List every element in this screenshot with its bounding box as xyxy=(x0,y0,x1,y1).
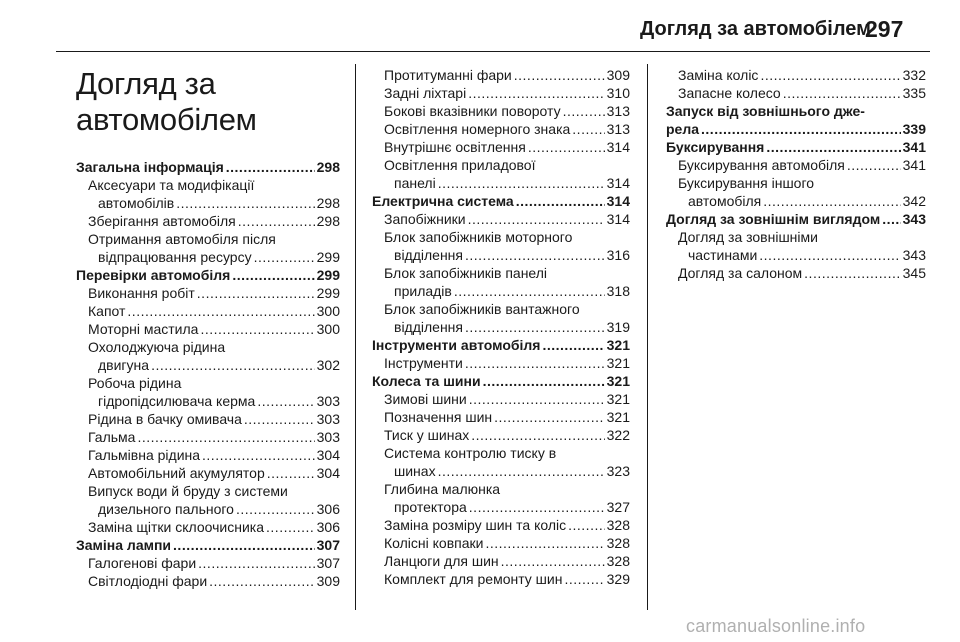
toc-entry-title: Догляд за зовнішніми xyxy=(678,229,818,245)
toc-row xyxy=(384,102,630,120)
dot-leader xyxy=(266,518,315,536)
toc-entry[interactable] xyxy=(76,572,340,590)
toc-section-entry[interactable] xyxy=(666,102,926,138)
toc-entry-title: Рідина в бачку омивача xyxy=(88,411,242,427)
toc-entry-page: 345 xyxy=(902,265,926,281)
toc-row xyxy=(88,464,340,482)
toc-entry-page: 339 xyxy=(902,121,926,137)
toc-entry-page: 321 xyxy=(606,409,630,425)
toc-entry-title: рела xyxy=(666,121,700,137)
column-divider xyxy=(355,64,356,610)
toc-row xyxy=(76,536,340,554)
toc-row xyxy=(88,428,340,446)
toc-entry-title: Запуск від зовнішнього дже- xyxy=(666,103,865,119)
toc-entry-page: 341 xyxy=(902,139,926,155)
dot-leader xyxy=(200,320,314,338)
dot-leader xyxy=(564,570,604,588)
toc-entry[interactable] xyxy=(372,390,630,408)
toc-entry-page: 302 xyxy=(316,357,340,373)
toc-row xyxy=(88,212,340,230)
dot-leader xyxy=(454,282,605,300)
toc-entry-page: 318 xyxy=(606,283,630,299)
toc-entry-title: Запасне колесо xyxy=(678,85,781,101)
toc-entry-page: 341 xyxy=(902,157,926,173)
toc-row xyxy=(678,66,926,84)
toc-row xyxy=(88,356,340,374)
dot-leader xyxy=(783,84,901,102)
toc-entry-title: Догляд за зовнішнім виглядом xyxy=(666,211,881,227)
toc-entry-title: Ланцюги для шин xyxy=(384,553,499,569)
toc-entry[interactable] xyxy=(372,480,630,516)
toc-entry-title: Освітлення номерного знака xyxy=(384,121,571,137)
toc-entry[interactable] xyxy=(76,410,340,428)
dot-leader xyxy=(465,246,605,264)
dot-leader xyxy=(438,174,605,192)
toc-entry-title: Позначення шин xyxy=(384,409,493,425)
dot-leader xyxy=(202,446,315,464)
toc-entry[interactable] xyxy=(76,176,340,212)
toc-entry[interactable] xyxy=(372,444,630,480)
toc-entry-title: Електрична система xyxy=(372,193,514,209)
toc-entry-page: 298 xyxy=(316,159,340,175)
dot-leader xyxy=(468,84,604,102)
toc-entry-title: Охолоджуюча рідина xyxy=(88,339,226,355)
toc-entry[interactable] xyxy=(76,338,340,374)
toc-entry-title: Перевірки автомобіля xyxy=(76,267,231,283)
toc-entry[interactable] xyxy=(76,230,340,266)
toc-row xyxy=(384,354,630,372)
toc-entry-title: гідропідсилювача керма xyxy=(98,393,256,409)
toc-row xyxy=(88,248,340,266)
toc-entry-page: 332 xyxy=(902,67,926,83)
toc-column-1 xyxy=(76,66,340,590)
dot-leader xyxy=(483,372,605,390)
dot-leader xyxy=(232,266,314,284)
toc-entry-page: 309 xyxy=(606,67,630,83)
toc-row xyxy=(88,518,340,536)
toc-row xyxy=(678,264,926,282)
toc-row xyxy=(384,120,630,138)
dot-leader xyxy=(572,120,604,138)
toc-entry-title: дизельного пального xyxy=(98,501,234,517)
toc-entry-page: 321 xyxy=(606,355,630,371)
dot-leader xyxy=(469,498,605,516)
dot-leader xyxy=(198,554,314,572)
toc-entry-title: протектора xyxy=(394,499,467,515)
toc-entry-title: Галогенові фари xyxy=(88,555,197,571)
toc-entry[interactable] xyxy=(76,482,340,518)
toc-row xyxy=(678,246,926,264)
dot-leader xyxy=(238,212,315,230)
dot-leader xyxy=(257,392,314,410)
dot-leader xyxy=(267,464,315,482)
toc-entry-page: 299 xyxy=(316,285,340,301)
toc-entry-title: Інструменти автомобіля xyxy=(372,337,541,353)
toc-row xyxy=(76,158,340,176)
toc-entry-title: двигуна xyxy=(98,357,150,373)
toc-row xyxy=(372,192,630,210)
dot-leader xyxy=(494,408,605,426)
toc-section-entry[interactable] xyxy=(666,210,926,228)
toc-entry-title: автомобіля xyxy=(688,193,762,209)
dot-leader xyxy=(176,194,314,212)
toc-entry-title: Автомобільний акумулятор xyxy=(88,465,265,481)
dot-leader xyxy=(485,534,604,552)
toc-entry-title: шинах xyxy=(394,463,436,479)
dot-leader xyxy=(468,210,605,228)
toc-entry-page: 306 xyxy=(316,501,340,517)
toc-entry-page: 319 xyxy=(606,319,630,335)
toc-entry-page: 303 xyxy=(316,411,340,427)
toc-list xyxy=(76,158,340,590)
toc-entry[interactable] xyxy=(76,428,340,446)
toc-entry-title: Інструменти xyxy=(384,355,463,371)
toc-column-3 xyxy=(666,66,926,282)
toc-entry-page: 321 xyxy=(606,391,630,407)
toc-section-entry[interactable] xyxy=(666,138,926,156)
toc-entry-title: Колеса та шини xyxy=(372,373,481,389)
toc-entry-page: 304 xyxy=(316,465,340,481)
dot-leader xyxy=(763,192,900,210)
dot-leader xyxy=(760,66,900,84)
dot-leader xyxy=(197,284,315,302)
toc-row xyxy=(384,408,630,426)
toc-entry-title: Зимові шини xyxy=(384,391,467,407)
chapter-title xyxy=(76,66,340,138)
toc-entry[interactable] xyxy=(372,210,630,228)
toc-entry-title: Світлодіодні фари xyxy=(88,573,208,589)
toc-row xyxy=(88,320,340,338)
toc-entry-title: Буксирування xyxy=(666,139,765,155)
dot-leader xyxy=(501,552,605,570)
toc-entry-title: Тиск у шинах xyxy=(384,427,470,443)
toc-entry-title: відділення xyxy=(394,319,463,335)
toc-row xyxy=(384,174,630,192)
toc-row xyxy=(666,210,926,228)
toc-entry-page: 298 xyxy=(316,213,340,229)
dot-leader xyxy=(804,264,900,282)
toc-section-entry[interactable] xyxy=(372,372,630,390)
toc-entry-title: Зберігання автомобіля xyxy=(88,213,236,229)
dot-leader xyxy=(137,428,314,446)
toc-entry-page: 327 xyxy=(606,499,630,515)
toc-entry-title: відділення xyxy=(394,247,463,263)
toc-entry-page: 310 xyxy=(606,85,630,101)
toc-entry[interactable] xyxy=(372,300,630,336)
dot-leader xyxy=(465,354,605,372)
dot-leader xyxy=(236,500,315,518)
page-number: 297 xyxy=(865,16,904,42)
toc-entry[interactable] xyxy=(372,102,630,120)
toc-entry-page: 314 xyxy=(606,175,630,191)
toc-column-2 xyxy=(372,66,630,588)
toc-entry[interactable] xyxy=(372,156,630,192)
toc-row xyxy=(88,572,340,590)
toc-entry-title: Блок запобіжників панелі xyxy=(384,265,548,281)
toc-list xyxy=(666,66,926,282)
dot-leader xyxy=(882,210,900,228)
toc-entry-title: Блок запобіжників вантажного xyxy=(384,301,580,317)
toc-entry-title: Освітлення приладової xyxy=(384,157,536,173)
toc-entry-page: 323 xyxy=(606,463,630,479)
toc-entry-page: 328 xyxy=(606,535,630,551)
toc-entry-title: частинами xyxy=(688,247,758,263)
toc-entry[interactable] xyxy=(372,264,630,300)
toc-entry[interactable] xyxy=(666,228,926,264)
toc-entry-title: Задні ліхтарі xyxy=(384,85,467,101)
dot-leader xyxy=(465,318,605,336)
toc-entry-page: 300 xyxy=(316,321,340,337)
toc-entry-title: відпрацювання ресурсу xyxy=(98,249,252,265)
dot-leader xyxy=(151,356,315,374)
toc-entry[interactable] xyxy=(76,554,340,572)
toc-row xyxy=(88,554,340,572)
toc-entry-title: Заміна коліс xyxy=(678,67,759,83)
toc-entry[interactable] xyxy=(372,408,630,426)
toc-entry-title: панелі xyxy=(394,175,436,191)
toc-entry-title: Буксирування іншого xyxy=(678,175,815,191)
toc-entry-page: 314 xyxy=(606,139,630,155)
toc-entry-title: Робоча рідина xyxy=(88,375,182,391)
toc-list xyxy=(372,66,630,588)
toc-entry[interactable] xyxy=(76,212,340,230)
toc-entry-page: 314 xyxy=(606,193,630,209)
toc-entry[interactable] xyxy=(76,302,340,320)
dot-leader xyxy=(438,462,605,480)
toc-row xyxy=(384,246,630,264)
column-divider xyxy=(647,64,648,610)
toc-entry-page: 343 xyxy=(902,211,926,227)
toc-row xyxy=(666,120,926,138)
toc-row xyxy=(372,336,630,354)
toc-row xyxy=(384,390,630,408)
toc-entry-title: Моторні мастила xyxy=(88,321,199,337)
toc-row xyxy=(384,318,630,336)
chapter-title-line: автомобілем xyxy=(76,102,257,137)
toc-entry-page: 321 xyxy=(606,373,630,389)
toc-entry[interactable] xyxy=(372,138,630,156)
toc-entry[interactable] xyxy=(666,264,926,282)
toc-entry[interactable] xyxy=(372,228,630,264)
toc-entry-title: Виконання робіт xyxy=(88,285,195,301)
toc-row xyxy=(384,534,630,552)
toc-entry-title: Випуск води й бруду з системи xyxy=(88,483,288,499)
toc-entry-page: 303 xyxy=(316,393,340,409)
toc-entry[interactable] xyxy=(666,84,926,102)
toc-row xyxy=(384,138,630,156)
toc-entry[interactable] xyxy=(76,284,340,302)
toc-entry-page: 316 xyxy=(606,247,630,263)
toc-entry-title: Система контролю тиску в xyxy=(384,445,557,461)
toc-entry-title: Блок запобіжників моторного xyxy=(384,229,573,245)
toc-entry-title: Глибина малюнка xyxy=(384,481,501,497)
toc-entry-page: 321 xyxy=(606,337,630,353)
toc-entry-page: 303 xyxy=(316,429,340,445)
toc-entry-page: 304 xyxy=(316,447,340,463)
toc-entry[interactable] xyxy=(666,174,926,210)
toc-entry-title: Протитуманні фари xyxy=(384,67,512,83)
toc-row xyxy=(372,372,630,390)
page-header xyxy=(0,0,960,60)
toc-row xyxy=(384,462,630,480)
toc-entry[interactable] xyxy=(372,84,630,102)
toc-row xyxy=(384,210,630,228)
toc-entry-title: Капот xyxy=(88,303,126,319)
toc-entry[interactable] xyxy=(76,320,340,338)
toc-row xyxy=(88,302,340,320)
toc-entry-title: Гальма xyxy=(88,429,136,445)
dot-leader xyxy=(759,246,900,264)
toc-entry[interactable] xyxy=(372,552,630,570)
toc-row xyxy=(384,84,630,102)
toc-row xyxy=(76,266,340,284)
toc-row xyxy=(678,192,926,210)
toc-row xyxy=(88,410,340,428)
toc-entry-page: 307 xyxy=(316,555,340,571)
toc-section-entry[interactable] xyxy=(372,336,630,354)
dot-leader xyxy=(847,156,901,174)
toc-row xyxy=(384,498,630,516)
toc-entry-title: Аксесуари та модифікації xyxy=(88,177,255,193)
toc-entry[interactable] xyxy=(76,464,340,482)
toc-entry-page: 314 xyxy=(606,211,630,227)
toc-entry-title: автомобілів xyxy=(98,195,175,211)
toc-row xyxy=(384,516,630,534)
dot-leader xyxy=(766,138,900,156)
toc-entry-title: приладів xyxy=(394,283,452,299)
toc-entry-title: Буксирування автомобіля xyxy=(678,157,845,173)
toc-entry-page: 343 xyxy=(902,247,926,263)
toc-row xyxy=(384,552,630,570)
dot-leader xyxy=(173,536,315,554)
toc-row xyxy=(384,570,630,588)
dot-leader xyxy=(701,120,901,138)
toc-row xyxy=(88,284,340,302)
dot-leader xyxy=(127,302,314,320)
toc-entry-page: 328 xyxy=(606,553,630,569)
toc-entry[interactable] xyxy=(76,518,340,536)
toc-entry-title: Заміна щітки склоочисника xyxy=(88,519,265,535)
toc-row xyxy=(678,156,926,174)
toc-entry-page: 328 xyxy=(606,517,630,533)
toc-entry-page: 306 xyxy=(316,519,340,535)
dot-leader xyxy=(542,336,604,354)
toc-entry-page: 329 xyxy=(606,571,630,587)
toc-entry-title: Загальна інформація xyxy=(76,159,224,175)
toc-entry[interactable] xyxy=(666,66,926,84)
toc-entry-title: Отримання автомобіля після xyxy=(88,231,276,247)
toc-entry[interactable] xyxy=(76,374,340,410)
toc-entry-title: Гальмівна рідина xyxy=(88,447,201,463)
toc-row xyxy=(666,138,926,156)
toc-entry-page: 307 xyxy=(316,537,340,553)
toc-entry-title: Колісні ковпаки xyxy=(384,535,484,551)
toc-entry-page: 313 xyxy=(606,121,630,137)
header-title: Догляд за автомобілем xyxy=(640,18,871,40)
dot-leader xyxy=(516,192,605,210)
toc-entry[interactable] xyxy=(372,534,630,552)
toc-entry-page: 313 xyxy=(606,103,630,119)
dot-leader xyxy=(469,390,605,408)
dot-leader xyxy=(568,516,605,534)
toc-section-entry[interactable] xyxy=(372,192,630,210)
toc-entry-page: 299 xyxy=(316,267,340,283)
toc-section-entry[interactable] xyxy=(76,158,340,176)
toc-entry-page: 309 xyxy=(316,573,340,589)
dot-leader xyxy=(209,572,315,590)
toc-row xyxy=(88,194,340,212)
chapter-title-line: Догляд за xyxy=(76,66,216,101)
dot-leader xyxy=(563,102,605,120)
toc-entry-page: 342 xyxy=(902,193,926,209)
dot-leader xyxy=(471,426,604,444)
toc-entry-title: Комплект для ремонту шин xyxy=(384,571,563,587)
toc-entry[interactable] xyxy=(372,120,630,138)
toc-entry[interactable] xyxy=(666,156,926,174)
toc-row xyxy=(88,392,340,410)
toc-entry-page: 335 xyxy=(902,85,926,101)
toc-entry-page: 299 xyxy=(316,249,340,265)
toc-entry[interactable] xyxy=(372,66,630,84)
toc-entry-page: 322 xyxy=(606,427,630,443)
toc-section-entry[interactable] xyxy=(76,536,340,554)
dot-leader xyxy=(226,158,315,176)
toc-entry-page: 298 xyxy=(316,195,340,211)
toc-row xyxy=(88,500,340,518)
toc-entry[interactable] xyxy=(76,446,340,464)
watermark: carmanualsonline.info xyxy=(686,616,866,636)
toc-entry[interactable] xyxy=(372,426,630,444)
header-divider xyxy=(56,51,930,52)
toc-entry-title: Заміна лампи xyxy=(76,537,172,553)
toc-row xyxy=(384,66,630,84)
toc-row xyxy=(678,84,926,102)
dot-leader xyxy=(514,66,605,84)
toc-section-entry[interactable] xyxy=(76,266,340,284)
dot-leader xyxy=(254,248,315,266)
toc-entry-title: Запобіжники xyxy=(384,211,466,227)
toc-entry[interactable] xyxy=(372,354,630,372)
toc-entry[interactable] xyxy=(372,516,630,534)
toc-entry-title: Догляд за салоном xyxy=(678,265,803,281)
toc-entry-title: Бокові вказівники повороту xyxy=(384,103,561,119)
toc-row xyxy=(88,446,340,464)
toc-entry-page: 300 xyxy=(316,303,340,319)
toc-row xyxy=(384,426,630,444)
toc-entry[interactable] xyxy=(372,570,630,588)
toc-row xyxy=(384,282,630,300)
dot-leader xyxy=(528,138,605,156)
toc-entry-title: Заміна розміру шин та коліс xyxy=(384,517,567,533)
dot-leader xyxy=(244,410,315,428)
toc-entry-title: Внутрішнє освітлення xyxy=(384,139,526,155)
